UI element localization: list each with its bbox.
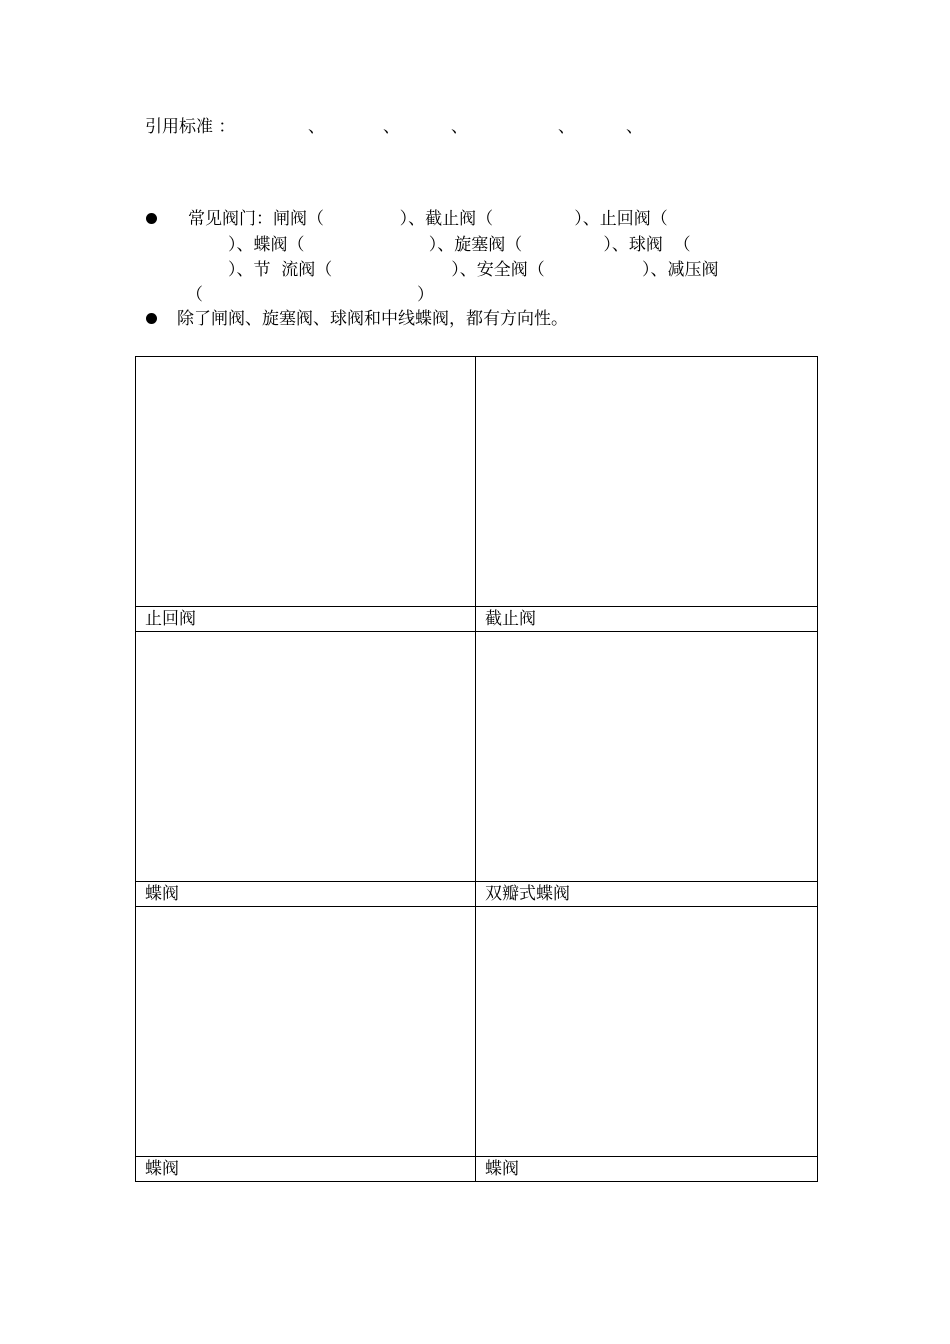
label-row: [136, 1157, 818, 1182]
bullet-icon: [146, 213, 157, 224]
valve-caption: 止回阀: [136, 607, 476, 632]
valve-list-line-1: 常见阀门：闸阀（ ）、截止阀（ ）、止回阀（: [188, 209, 668, 229]
valve-image-table: [135, 356, 818, 1182]
image-placeholder: [136, 907, 476, 1157]
image-row: [136, 357, 818, 607]
reference-separator: 、: [558, 117, 575, 137]
image-placeholder: [476, 632, 818, 882]
valve-list-line-2: ）、蝶阀（ ）、旋塞阀（ ）、球阀 （: [228, 235, 691, 255]
image-placeholder: [476, 357, 818, 607]
bullet-icon: [146, 313, 157, 324]
image-placeholder: [476, 907, 818, 1157]
label-row: [136, 882, 818, 907]
image-row: [136, 632, 818, 882]
label-row: [136, 607, 818, 632]
image-row: [136, 907, 818, 1157]
image-placeholder: [136, 632, 476, 882]
valve-list-line-4-close: ）: [417, 285, 434, 305]
reference-separator: 、: [383, 117, 400, 137]
reference-separator: 、: [626, 117, 643, 137]
valve-caption: 蝶阀: [136, 1157, 476, 1182]
reference-separator: 、: [308, 117, 325, 137]
valve-caption: 蝶阀: [136, 882, 476, 907]
valve-list-line-4-open: （: [186, 285, 203, 305]
reference-label: 引用标准 ：: [145, 117, 236, 137]
reference-separator: 、: [451, 117, 468, 137]
valve-caption: 蝶阀: [476, 1157, 818, 1182]
valve-caption: 双瓣式蝶阀: [476, 882, 818, 907]
direction-note: 除了闸阀、旋塞阀、球阀和中线蝶阀，都有方向性。: [177, 309, 568, 329]
image-placeholder: [136, 357, 476, 607]
valve-caption: 截止阀: [476, 607, 818, 632]
valve-list-line-3: ）、节 流阀（ ）、安全阀（ ）、减压阀: [228, 260, 719, 280]
